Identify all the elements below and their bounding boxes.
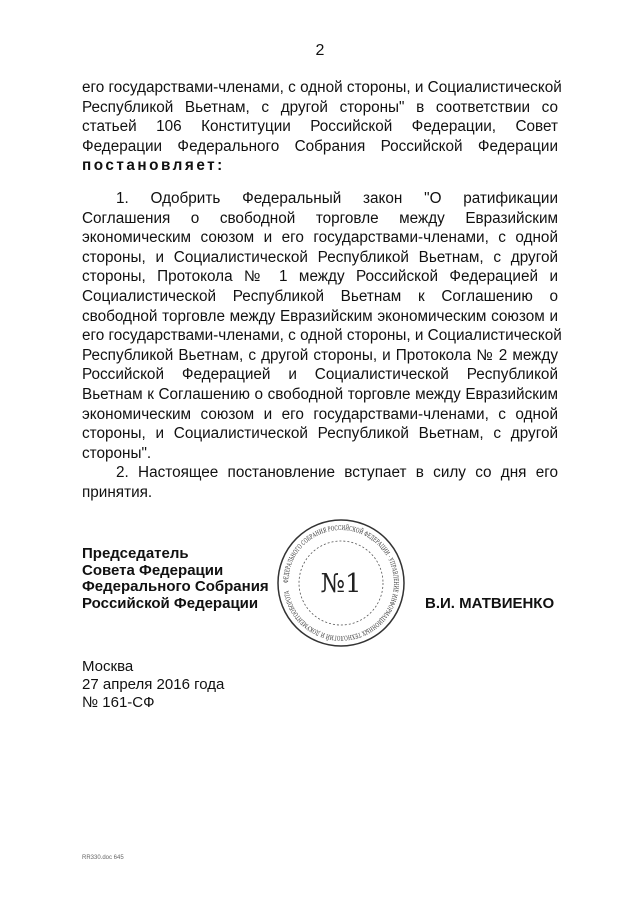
text-line: Социалистической Республикой Вьетнам к Соглашению о bbox=[82, 287, 558, 305]
intro-paragraph bbox=[82, 78, 562, 176]
text-line: стороны". bbox=[82, 444, 152, 462]
place: Москва bbox=[82, 658, 134, 675]
text-line: экономическим союзом и его государствами-членами, с одной bbox=[82, 229, 558, 247]
text-line: экономическим союзом и его государствами-членами, с одной bbox=[82, 405, 558, 423]
item-2-line: 2. Настоящее постановление вступает в силу со дня его bbox=[116, 464, 558, 482]
text-line: 1. Одобрить Федеральный закон "О ратификации bbox=[116, 190, 558, 207]
text-line: Республикой Вьетнам, с другой стороны" в соответствии со bbox=[82, 98, 558, 116]
title-line: Российской Федерации bbox=[82, 594, 259, 612]
footer-code: RR330.doc 645 bbox=[82, 855, 124, 861]
title-line: Федерального Собрания bbox=[82, 578, 269, 595]
issue-details bbox=[82, 658, 224, 712]
item-1-paragraph bbox=[82, 189, 562, 503]
date: 27 апреля 2016 года bbox=[82, 676, 225, 693]
text-line: стороны, Протокола № 1 между Российской Федерацией и bbox=[82, 268, 558, 286]
text-line: стороны, и Социалистической Республикой Вьетнам, с другой bbox=[82, 248, 558, 266]
resolves-heading: постановляет: bbox=[82, 157, 225, 175]
title-line: Председатель bbox=[82, 545, 189, 562]
seal-ring-text: ФЕДЕРАЛЬНОГО СОБРАНИЯ РОССИЙСКОЙ ФЕДЕРАЦИИ · УПРАВЛЕНИЕ ИНФОРМАЦИОННЫХ ТЕХНОЛОГИЙ И ДОКУМЕНТООБОРОТА bbox=[281, 523, 401, 643]
seal-number: №1 bbox=[320, 569, 362, 599]
text-line: Вьетнам к Соглашению о свободной торговле между Евразийским bbox=[82, 385, 558, 403]
text-line: его государствами-членами, с одной стороны, и Социалистической bbox=[82, 79, 562, 96]
signatory-title bbox=[82, 546, 269, 612]
text-line: Соглашения о свободной торговле между Евразийским bbox=[82, 209, 558, 227]
document-number: № 161-СФ bbox=[82, 694, 155, 711]
text-line: стороны, и Социалистической Республикой Вьетнам, с другой bbox=[82, 425, 558, 443]
text-line: Федерации Федерального Собрания Российской Федерации bbox=[82, 137, 558, 155]
text-line: Республикой Вьетнам, с другой стороны, и Протокола № 2 между bbox=[82, 346, 558, 364]
page-number: 2 bbox=[315, 42, 325, 59]
signatory-name: В.И. МАТВИЕНКО bbox=[425, 595, 555, 612]
text-line: статьей 106 Конституции Российской Федерации, Совет bbox=[82, 118, 558, 136]
text-line: Российской Федерацией и Социалистической Республикой bbox=[82, 366, 558, 384]
text-line: свободной торговле между Евразийским экономическим союзом и bbox=[82, 307, 558, 325]
text-line: его государствами-членами, с одной стороны, и Социалистической bbox=[82, 327, 562, 345]
title-line: Совета Федерации bbox=[82, 561, 224, 579]
item-2-line: принятия. bbox=[82, 483, 153, 501]
official-seal bbox=[276, 518, 406, 648]
